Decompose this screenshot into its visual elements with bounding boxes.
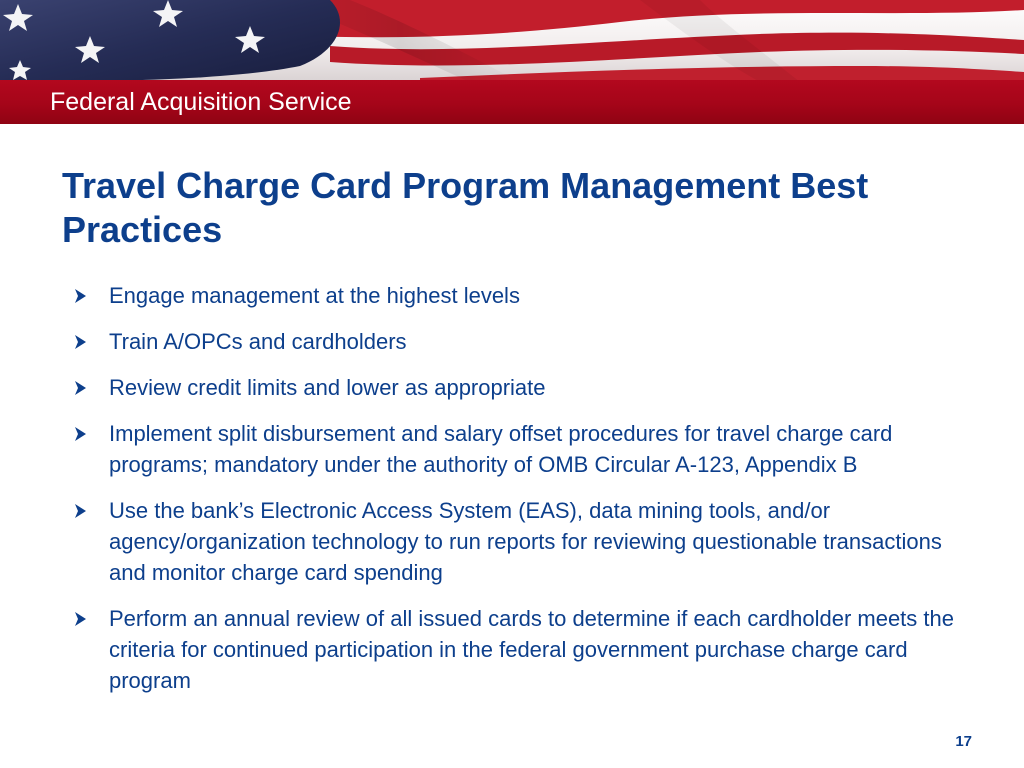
bullet-text: Implement split disbursement and salary offset procedures for travel charge card programs; mandatory under the authority of OMB Circular A-123, Appendix B — [109, 421, 893, 477]
page-number: 17 — [955, 733, 972, 750]
slide-title: Travel Charge Card Program Management Best Practices — [62, 165, 869, 250]
flag-banner-image — [0, 0, 1024, 82]
bullet-text: Engage management at the highest levels — [109, 283, 520, 308]
bullet-text: Perform an annual review of all issued cards to determine if each cardholder meets the criteria for continued participation in the federal government purchase charge card program — [109, 606, 954, 693]
bullet-item — [0, 495, 969, 588]
arrowhead-bullet-icon — [72, 603, 92, 634]
bullet-item — [0, 372, 969, 403]
arrowhead-bullet-icon — [72, 280, 92, 311]
bullet-text: Use the bank’s Electronic Access System (EAS), data mining tools, and/or agency/organization technology to run reports for reviewing questionable transactions and monitor charge card spending — [109, 498, 942, 585]
arrowhead-bullet-icon — [72, 326, 92, 357]
arrowhead-bullet-icon — [72, 495, 92, 526]
bullet-text: Train A/OPCs and cardholders — [109, 329, 407, 354]
arrowhead-bullet-icon — [72, 418, 92, 449]
org-name: Federal Acquisition Service — [50, 88, 352, 116]
bullet-item — [0, 418, 969, 480]
american-flag-icon — [0, 0, 1024, 82]
bullet-item — [0, 280, 969, 311]
header-bar — [0, 80, 1024, 124]
bullet-item — [0, 603, 969, 696]
bullet-list — [0, 280, 1024, 711]
arrowhead-bullet-icon — [72, 372, 92, 403]
bullet-item — [0, 326, 969, 357]
bullet-text: Review credit limits and lower as appropriate — [109, 375, 546, 400]
